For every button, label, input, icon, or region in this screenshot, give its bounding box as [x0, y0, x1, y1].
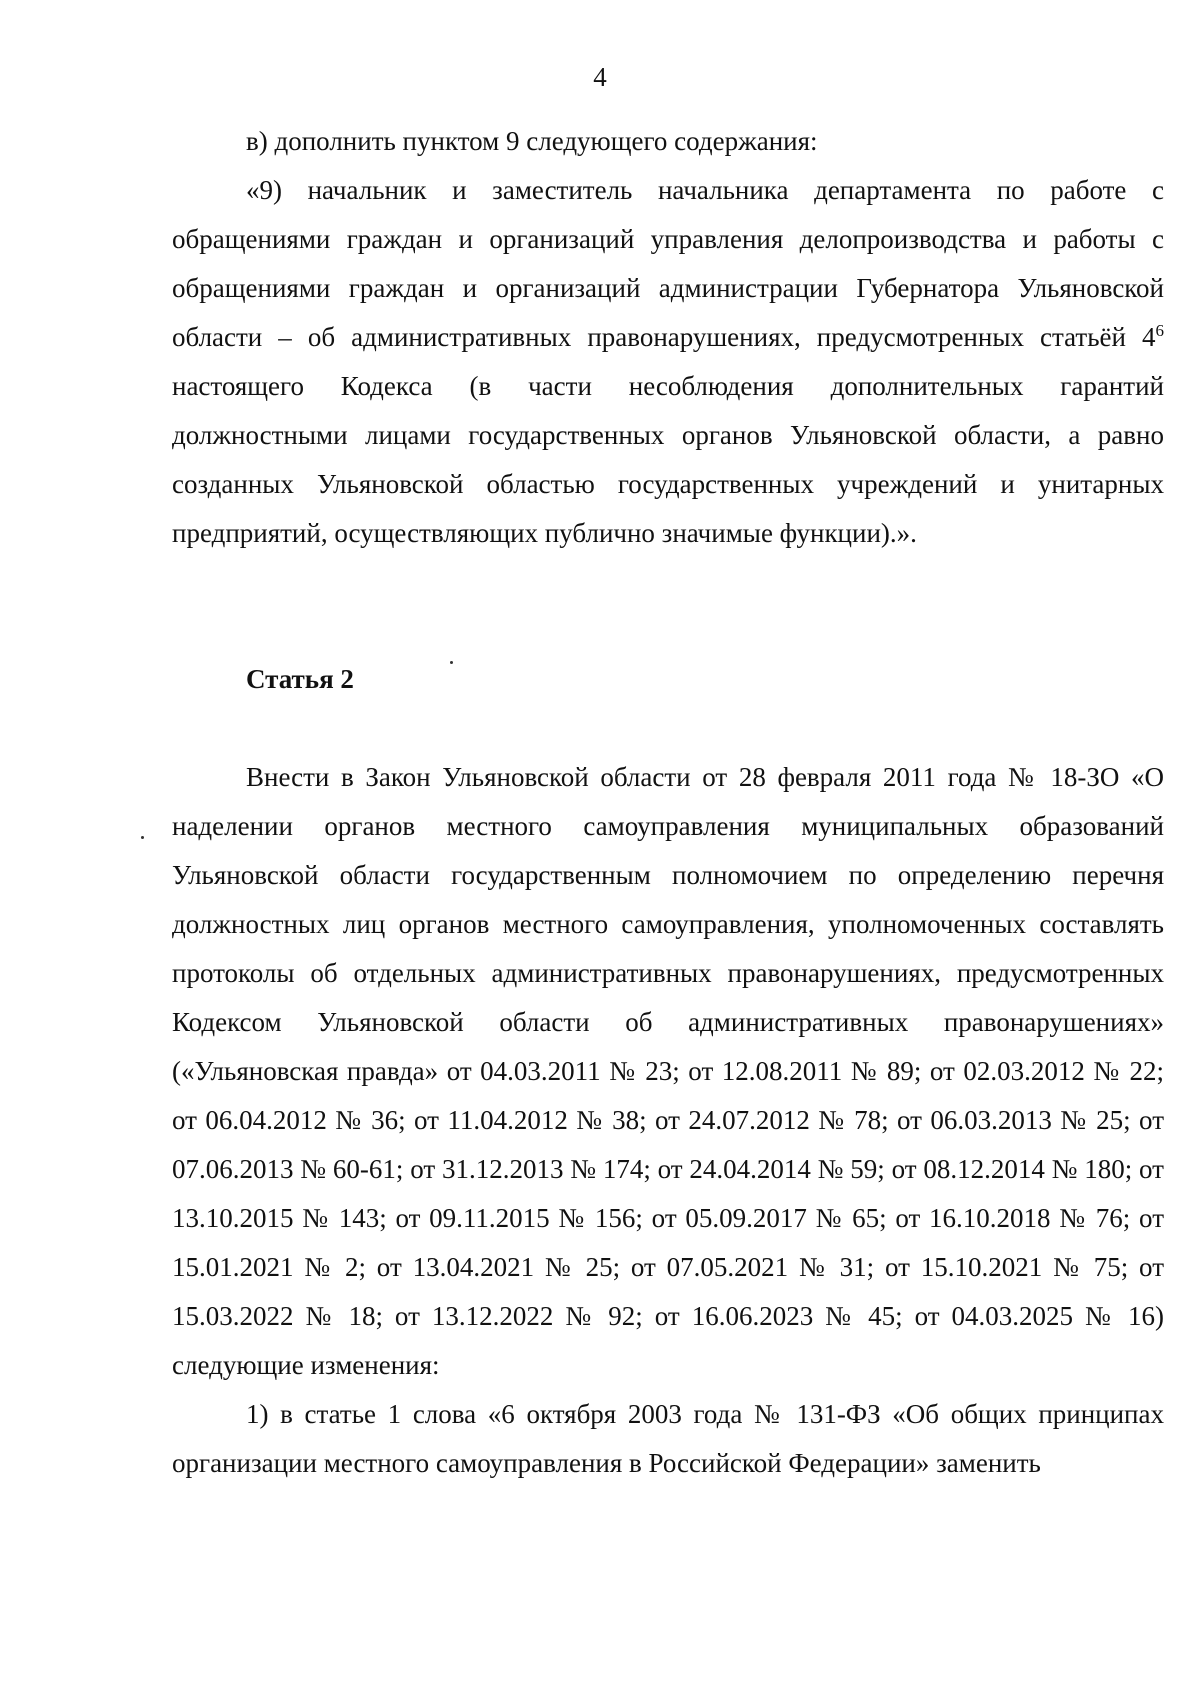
- page-number: 4: [593, 62, 607, 92]
- item-9-text-end: настоящего Кодекса (в части несоблюдения дополнительных гарантий должностными лицами государственных органов Ульяновской области, а равно созданных Ульяновской областью государственных учреждений и унитарных предприятий, осуществляющих публично значимые функции).».: [172, 371, 1164, 548]
- section-1-text: [172, 117, 1164, 558]
- article-superscript: 6: [1155, 321, 1164, 340]
- item-9-text-start: «9) начальник и заместитель начальника департамента по работе с обращениями граждан и организаций управления делопроизводства и работы с обращениями граждан и организаций администрации Губернатора Ульяновской области – об административных правонарушениях, предусмотренных статьёй 4: [172, 175, 1164, 352]
- paragraph-item-9: [172, 166, 1164, 558]
- paragraph-change-1: 1) в статье 1 слова «6 октября 2003 года № 131-ФЗ «Об общих принципах организации местного самоуправления в Российской Федерации» заменить: [172, 1399, 1164, 1478]
- article-2-heading: Статья 2: [246, 664, 354, 694]
- paragraph-law-amendment: Внести в Закон Ульяновской области от 28 февраля 2011 года № 18-ЗО «О наделении органов местного самоуправления муниципальных образований Ульяновской области государственным полномочием по определению перечня должностных лиц органов местного самоуправления, уполномоченных составлять протоколы об отдельных административных правонарушениях, предусмотренных Кодексом Ульяновской области об административных правонарушениях» («Ульяновская правда» от 04.03.2011 № 23; от 12.08.2011 № 89; от 02.03.2012 № 22; от 06.04.2012 № 36; от 11.04.2012 № 38; от 24.07.2012 № 78; от 06.03.2013 № 25; от 07.06.2013 № 60-61; от 31.12.2013 № 174; от 24.04.2014 № 59; от 08.12.2014 № 180; от 13.10.2015 № 143; от 09.11.2015 № 156; от 05.09.2017 № 65; от 16.10.2018 № 76; от 15.01.2021 № 2; от 13.04.2021 № 25; от 07.05.2021 № 31; от 15.10.2021 № 75; от 15.03.2022 № 18; от 13.12.2022 № 92; от 16.06.2023 № 45; от 04.03.2025 № 16) следующие изменения:: [172, 762, 1164, 1380]
- scan-speck: [450, 661, 453, 664]
- scan-speck: [141, 836, 144, 839]
- paragraph-amendment-intro: в) дополнить пунктом 9 следующего содержания:: [246, 126, 818, 156]
- section-2-text: [172, 753, 1164, 1488]
